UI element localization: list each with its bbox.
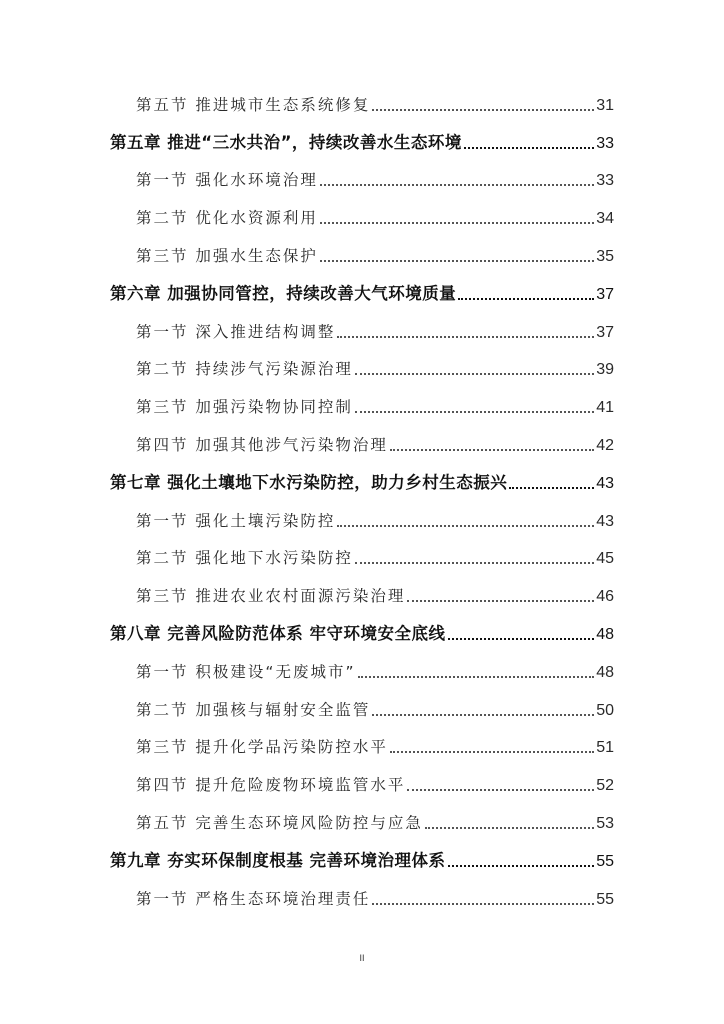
toc-section-entry[interactable] xyxy=(110,540,614,578)
dot-leader xyxy=(355,562,594,564)
toc-list xyxy=(110,86,614,918)
toc-entry-page: 51 xyxy=(596,739,614,757)
toc-section-entry[interactable] xyxy=(110,199,614,237)
toc-section-entry[interactable] xyxy=(110,653,614,691)
toc-entry-page: 37 xyxy=(596,285,614,303)
toc-entry-title: 第一节 深入推进结构调整 xyxy=(136,322,336,341)
toc-entry-page: 37 xyxy=(596,323,614,341)
toc-entry-title: 第六章 加强协同管控，持续改善大气环境质量 xyxy=(110,283,457,303)
toc-entry-page: 34 xyxy=(596,210,614,228)
dot-leader xyxy=(458,298,594,300)
toc-entry-page: 39 xyxy=(596,361,614,379)
dot-leader xyxy=(358,676,595,678)
toc-chapter-entry[interactable] xyxy=(110,842,614,880)
toc-entry-title: 第二节 持续涉气污染源治理 xyxy=(136,360,353,379)
toc-entry-title: 第四节 加强其他涉气污染物治理 xyxy=(136,435,388,454)
dot-leader xyxy=(320,184,594,186)
toc-entry-title: 第五章 推进“三水共治”，持续改善水生态环境 xyxy=(110,132,462,152)
dot-leader xyxy=(355,373,594,375)
toc-entry-title: 第八章 完善风险防范体系 牢守环境安全底线 xyxy=(110,623,446,643)
dot-leader xyxy=(448,638,595,640)
toc-entry-page: 48 xyxy=(596,625,614,643)
toc-entry-title: 第三节 加强水生态保护 xyxy=(136,246,318,265)
toc-entry-title: 第一节 强化水环境治理 xyxy=(136,171,318,190)
toc-entry-title: 第五节 推进城市生态系统修复 xyxy=(136,95,371,114)
toc-entry-page: 46 xyxy=(596,588,614,606)
toc-section-entry[interactable] xyxy=(110,351,614,389)
toc-entry-page: 55 xyxy=(596,852,614,870)
toc-section-entry[interactable] xyxy=(110,426,614,464)
toc-entry-page: 43 xyxy=(596,512,614,530)
toc-entry-title: 第二节 加强核与辐射安全监管 xyxy=(136,700,371,719)
table-of-contents xyxy=(110,86,614,918)
toc-entry-page: 42 xyxy=(596,436,614,454)
toc-entry-title: 第三节 提升化学品污染防控水平 xyxy=(136,738,388,757)
toc-entry-title: 第一节 积极建设“无废城市” xyxy=(136,662,356,681)
toc-entry-title: 第五节 完善生态环境风险防控与应急 xyxy=(136,813,423,832)
dot-leader xyxy=(448,865,595,867)
toc-section-entry[interactable] xyxy=(110,313,614,351)
toc-entry-page: 45 xyxy=(596,550,614,568)
toc-chapter-entry[interactable] xyxy=(110,615,614,653)
toc-entry-title: 第七章 强化土壤地下水污染防控，助力乡村生态振兴 xyxy=(110,472,508,492)
dot-leader xyxy=(407,789,594,791)
dot-leader xyxy=(390,751,594,753)
dot-leader xyxy=(372,109,594,111)
toc-entry-page: 31 xyxy=(596,96,614,114)
dot-leader xyxy=(337,336,594,338)
toc-section-entry[interactable] xyxy=(110,729,614,767)
dot-leader xyxy=(337,525,594,527)
toc-chapter-entry[interactable] xyxy=(110,275,614,313)
toc-entry-page: 55 xyxy=(596,890,614,908)
dot-leader xyxy=(372,714,594,716)
page-number: II xyxy=(359,953,365,963)
dot-leader xyxy=(320,260,594,262)
toc-section-entry[interactable] xyxy=(110,880,614,918)
toc-entry-title: 第三节 加强污染物协同控制 xyxy=(136,398,353,417)
toc-entry-title: 第一节 强化土壤污染防控 xyxy=(136,511,336,530)
toc-section-entry[interactable] xyxy=(110,86,614,124)
toc-entry-page: 33 xyxy=(596,134,614,152)
toc-entry-page: 35 xyxy=(596,247,614,265)
dot-leader xyxy=(320,222,594,224)
toc-entry-page: 41 xyxy=(596,399,614,417)
toc-entry-page: 53 xyxy=(596,814,614,832)
toc-entry-title: 第三节 推进农业农村面源污染治理 xyxy=(136,587,406,606)
toc-chapter-entry[interactable] xyxy=(110,124,614,162)
toc-section-entry[interactable] xyxy=(110,237,614,275)
toc-section-entry[interactable] xyxy=(110,766,614,804)
dot-leader xyxy=(464,147,594,149)
toc-entry-page: 50 xyxy=(596,701,614,719)
dot-leader xyxy=(390,449,594,451)
toc-section-entry[interactable] xyxy=(110,577,614,615)
toc-section-entry[interactable] xyxy=(110,804,614,842)
dot-leader xyxy=(509,487,594,489)
toc-section-entry[interactable] xyxy=(110,502,614,540)
toc-entry-title: 第四节 提升危险废物环境监管水平 xyxy=(136,776,406,795)
toc-entry-page: 43 xyxy=(596,474,614,492)
dot-leader xyxy=(355,411,594,413)
toc-section-entry[interactable] xyxy=(110,691,614,729)
toc-entry-page: 33 xyxy=(596,172,614,190)
toc-entry-title: 第一节 严格生态环境治理责任 xyxy=(136,889,371,908)
dot-leader xyxy=(425,827,594,829)
toc-entry-page: 52 xyxy=(596,777,614,795)
toc-entry-title: 第九章 夯实环保制度根基 完善环境治理体系 xyxy=(110,850,446,870)
toc-entry-title: 第二节 优化水资源利用 xyxy=(136,209,318,228)
dot-leader xyxy=(372,903,594,905)
toc-entry-page: 48 xyxy=(596,663,614,681)
toc-section-entry[interactable] xyxy=(110,162,614,200)
toc-chapter-entry[interactable] xyxy=(110,464,614,502)
toc-entry-title: 第二节 强化地下水污染防控 xyxy=(136,549,353,568)
dot-leader xyxy=(407,600,594,602)
toc-section-entry[interactable] xyxy=(110,388,614,426)
